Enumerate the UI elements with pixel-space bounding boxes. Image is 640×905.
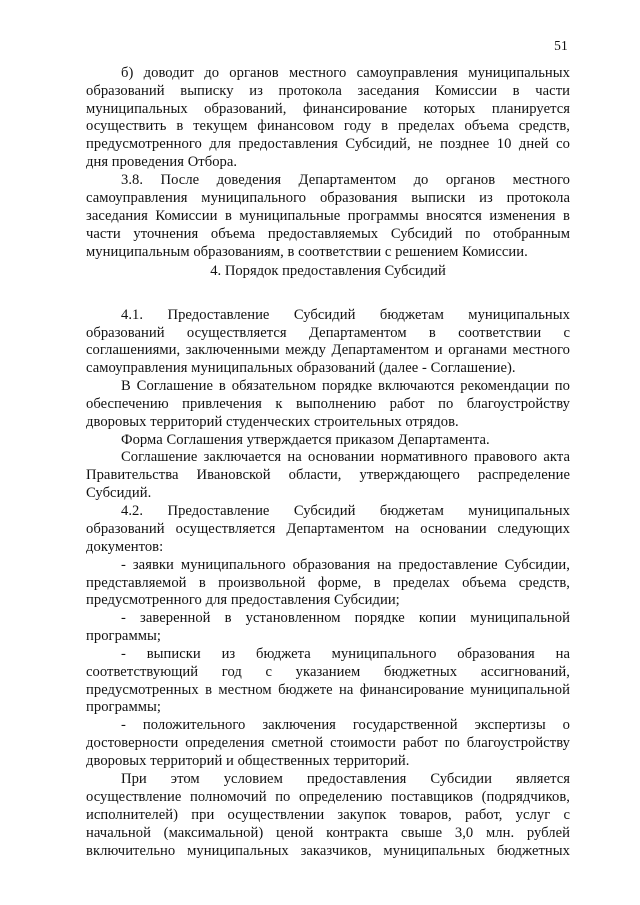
text-line: муниципальным образованиям, в соответствии с решением Комиссии. xyxy=(86,244,528,260)
text-line: соответствующий год с указанием бюджетных ассигнований, xyxy=(86,664,570,680)
text-line: обеспечению привлечения к выполнению работ по благоустройству xyxy=(86,396,570,412)
text-line: предусмотренного для предоставления Субсидии; xyxy=(86,592,400,608)
text-line: начальной (максимальной) ценой контракта свыше 3,0 млн. рублей xyxy=(86,825,570,841)
text-line: В Соглашение в обязательном порядке включаются рекомендации по xyxy=(121,378,570,394)
text-line: образований осуществляется Департаментом на основании следующих xyxy=(86,521,570,537)
page-number: 51 xyxy=(554,38,568,53)
text-line: муниципальных образований, финансирование которых планируется xyxy=(86,101,570,117)
text-line: включительно муниципальных заказчиков, муниципальных бюджетных xyxy=(86,843,570,859)
text-line: 4.2. Предоставление Субсидий бюджетам муниципальных xyxy=(121,503,570,519)
text-line: достоверности определения сметной стоимости работ по благоустройству xyxy=(86,735,570,751)
text-line: предусмотренных в местном бюджете на финансирование муниципальной xyxy=(86,682,570,698)
text-line: - заверенной в установленном порядке копии муниципальной xyxy=(121,610,570,626)
text-line: Субсидий. xyxy=(86,485,152,501)
text-line: образований осуществляется Департаментом в соответствии с xyxy=(86,325,570,341)
text-line: программы; xyxy=(86,628,161,644)
text-line: исполнителей) при осуществлении закупок товаров, работ, услуг с xyxy=(86,807,570,823)
text-line: осуществить в текущем финансовом году в пределах объема средств, xyxy=(86,118,570,134)
text-line: осуществление полномочий по определению поставщиков (подрядчиков, xyxy=(86,789,570,805)
text-line: документов: xyxy=(86,539,164,555)
section-heading: 4. Порядок предоставления Субсидий xyxy=(210,263,446,279)
text-line: самоуправления муниципального образования выписки из протокола xyxy=(86,190,570,206)
text-line: - положительного заключения государственной экспертизы о xyxy=(121,717,570,733)
text-line: программы; xyxy=(86,699,161,715)
text-line: соглашениями, заключенными между Департаментом и органами местного xyxy=(86,342,570,358)
text-line: заседания Комиссии в муниципальные программы вносятся изменения в xyxy=(86,208,570,224)
text-line: 4.1. Предоставление Субсидий бюджетам муниципальных xyxy=(121,307,570,323)
text-line: дворовых территорий студенческих строительных отрядов. xyxy=(86,414,459,430)
text-line: самоуправления муниципальных образований (далее - Соглашение). xyxy=(86,360,516,376)
text-line: - выписки из бюджета муниципального образования на xyxy=(121,646,570,662)
text-line: - заявки муниципального образования на предоставление Субсидии, xyxy=(121,557,570,573)
text-line: образований выписку из протокола заседания Комиссии в части xyxy=(86,83,570,99)
text-line: 3.8. После доведения Департаментом до органов местного xyxy=(121,172,570,188)
text-line: Соглашение заключается на основании нормативного правового акта xyxy=(121,449,570,465)
text-line: б) доводит до органов местного самоуправления муниципальных xyxy=(121,65,570,81)
text-line: представляемой в произвольной форме, в пределах объема средств, xyxy=(86,575,570,591)
text-line: Правительства Ивановской области, утверждающего распределение xyxy=(86,467,570,483)
text-line: При этом условием предоставления Субсидии является xyxy=(121,771,570,787)
text-line: Форма Соглашения утверждается приказом Департамента. xyxy=(121,432,490,448)
text-line: предусмотренного для предоставления Субсидий, не позднее 10 дней со xyxy=(86,136,570,152)
text-line: части уточнения объема предоставляемых Субсидий по отобранным xyxy=(86,226,570,242)
text-line: дворовых территорий и общественных территорий. xyxy=(86,753,410,769)
text-line: дня проведения Отбора. xyxy=(86,154,238,170)
